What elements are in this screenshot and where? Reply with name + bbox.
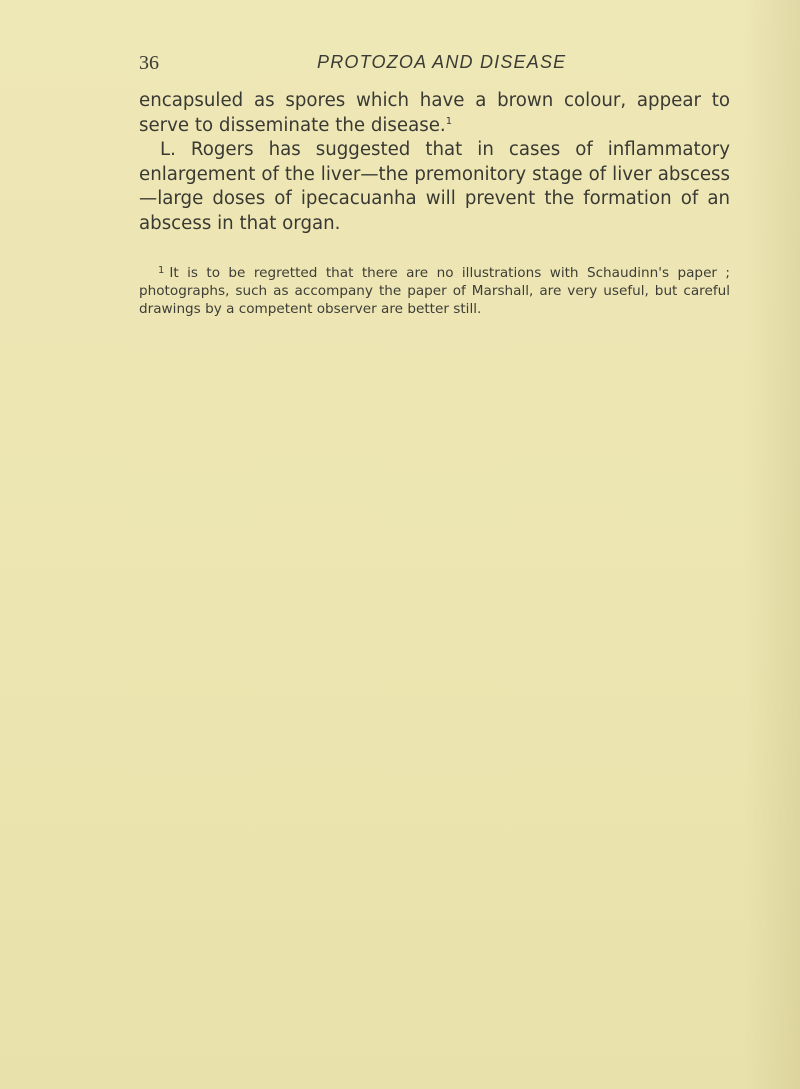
footnote-paragraph bbox=[139, 264, 730, 318]
footnote-text: It is to be regretted that there are no illustrations with Schaudinn's paper ; photographs, such as accompany the paper of Marshall, are very useful, but careful drawings by a competent observer are better still. bbox=[139, 265, 730, 317]
footnote bbox=[139, 264, 730, 318]
paragraph-2: L. Rogers has suggested that in cases of inflammatory enlargement of the liver—the premonitory stage of liver abscess—large doses of ipecacuanha will prevent the formation of an abscess in that organ. bbox=[139, 139, 730, 234]
paragraph-1 bbox=[139, 89, 730, 138]
paragraph-1-text: encapsuled as spores which have a brown colour, appear to serve to disseminate the disease. bbox=[139, 90, 730, 136]
body-text bbox=[139, 89, 730, 236]
page-number: 36 bbox=[139, 52, 159, 74]
footnote-marker: 1 bbox=[158, 265, 165, 276]
running-head bbox=[139, 52, 729, 78]
footnote-reference: 1 bbox=[445, 115, 453, 127]
running-title: PROTOZOA AND DISEASE bbox=[317, 52, 567, 72]
